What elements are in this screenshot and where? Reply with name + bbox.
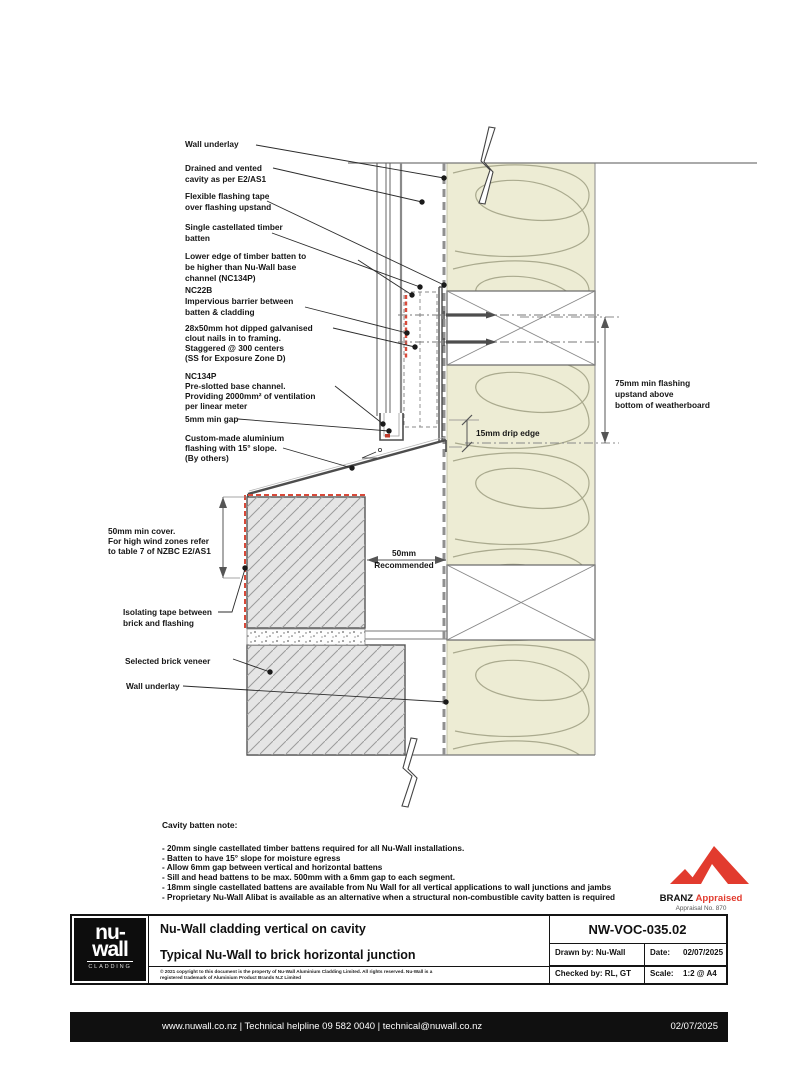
title-block-rule <box>149 966 726 967</box>
title-block-divider <box>644 943 645 983</box>
label-lower-edge: channel (NC134P) <box>185 273 256 283</box>
drawing-title: Typical Nu-Wall to brick horizontal junction <box>160 948 416 962</box>
label-min-cover: For high wind zones refer <box>108 536 209 546</box>
label-nc134p: NC134P <box>185 371 217 381</box>
branz-appraised-logo <box>648 840 754 912</box>
label-50mm: 50mm <box>392 548 416 558</box>
note-item: - 18mm single castellated battens are available from Nu Wall for all vertical applications to wall junctions and jambs <box>162 882 612 892</box>
label-nc134p: per linear meter <box>185 401 248 411</box>
label-flexible-tape: Flexible flashing tape <box>185 191 270 201</box>
label-nc134p: Pre-slotted base channel. <box>185 381 286 391</box>
dim-50mm-cover <box>219 497 247 578</box>
date-value: 02/07/2025 <box>683 948 724 957</box>
label-drip-edge: 15mm drip edge <box>476 428 540 438</box>
logo-text: wall <box>92 938 128 961</box>
scale-value: 1:2 @ A4 <box>683 969 717 978</box>
note-items <box>162 844 682 902</box>
logo-rule <box>87 961 133 962</box>
timber-framing-upper <box>447 291 595 365</box>
label-single-batten: Single castellated timber <box>185 222 283 232</box>
label-nc22b: Impervious barrier between <box>185 296 294 306</box>
checked-by: Checked by: RL, GT <box>555 969 632 978</box>
label-min-cover: 50mm min cover. <box>108 526 176 536</box>
slope-indicator <box>362 448 382 458</box>
branz-name: BRANZ <box>659 893 694 904</box>
label-nc22b: NC22B <box>185 285 213 295</box>
label-cavity: Drained and vented <box>185 163 262 173</box>
label-lower-edge: be higher than Nu-Wall base <box>185 262 297 272</box>
date-label: Date: <box>650 948 671 957</box>
label-single-batten: batten <box>185 233 210 243</box>
branz-mark-icon <box>648 840 754 886</box>
footer-contact: www.nuwall.co.nz | Technical helpline 09 582 0040 | technical@nuwall.co.nz <box>162 1021 483 1032</box>
label-min-cover: to table 7 of NZBC E2/AS1 <box>108 546 211 556</box>
label-wall-underlay-bottom: Wall underlay <box>126 681 180 691</box>
footer-date: 02/07/2025 <box>670 1021 718 1032</box>
label-75mm-upstand: 75mm min flashing <box>615 378 691 388</box>
nuwall-cladding-panel <box>377 163 401 416</box>
label-recommended: Recommended <box>374 560 434 570</box>
footer-bar <box>70 1012 728 1042</box>
copyright-line: © 2021 copyright to this document is the property of Nu-Wall Aluminium Cladding Limited. All rights reserved. Nu-Wall is a <box>160 969 433 974</box>
label-min-gap: 5mm min gap <box>185 414 239 424</box>
note-item: - Sill and head battens to be max. 500mm with a 6mm gap to each segment. <box>162 873 456 883</box>
copyright-line: registered trademark of Aluminium Product Brands N.Z Limited <box>160 974 301 980</box>
title-block <box>70 914 728 985</box>
timber-framing-lower <box>447 565 595 640</box>
note-item: - Batten to have 15° slope for moisture egress <box>162 853 341 863</box>
title-block-rule <box>550 943 726 944</box>
label-75mm-upstand: upstand above <box>615 389 674 399</box>
label-nails: clout nails in to framing. <box>185 333 281 343</box>
label-custom-flashing: Custom-made aluminium <box>185 433 285 443</box>
nuwall-logo <box>74 918 146 981</box>
label-75mm-upstand: bottom of weatherboard <box>615 400 710 410</box>
note-item: - Allow 6mm gap between vertical and horizontal battens <box>162 863 383 873</box>
brick-veneer <box>247 497 405 755</box>
label-nails: (SS for Exposure Zone D) <box>185 353 286 363</box>
drawn-by: Drawn by: Nu-Wall <box>555 948 626 957</box>
flashing-upstand <box>439 287 442 441</box>
label-nc134p: Providing 2000mm² of ventilation <box>185 391 316 401</box>
drawing-code: NW-VOC-035.02 <box>588 922 687 937</box>
note-item: - 20mm single castellated timber battens required for all Nu-Wall installations. <box>162 844 465 853</box>
note-title: Cavity batten note: <box>162 820 238 830</box>
title-block-divider <box>148 916 149 983</box>
note-item: - Proprietary Nu-Wall Alibat is available as an alternative when a structural non-combustible cavity batten is required <box>162 892 616 902</box>
custom-flashing <box>248 437 446 503</box>
cavity-batten <box>404 292 437 427</box>
label-nails: 28x50mm hot dipped galvanised <box>185 323 313 333</box>
cavity-batten-note <box>162 820 682 902</box>
copyright-text <box>160 969 542 981</box>
label-wall-underlay-top: Wall underlay <box>185 139 239 149</box>
branz-label <box>648 893 754 904</box>
drawing-series-title: Nu-Wall cladding vertical on cavity <box>160 922 366 936</box>
branz-appraised-text: Appraised <box>695 893 743 904</box>
label-lower-edge: Lower edge of timber batten to <box>185 251 307 261</box>
logo-text: nu- <box>95 921 125 944</box>
label-isolating-tape: Isolating tape between <box>123 607 212 617</box>
label-cavity: cavity as per E2/AS1 <box>185 174 267 184</box>
title-block-rule <box>550 965 726 966</box>
label-isolating-tape: brick and flashing <box>123 618 194 628</box>
label-flexible-tape: over flashing upstand <box>185 202 272 212</box>
branz-appraisal-number: Appraisal No. 870 <box>675 905 727 912</box>
label-nc22b: batten & cladding <box>185 307 255 317</box>
label-custom-flashing: flashing with 15° slope. <box>185 443 277 453</box>
label-custom-flashing: (By others) <box>185 453 229 463</box>
wall-insulation <box>447 163 595 755</box>
label-nails: Staggered @ 300 centers <box>185 343 284 353</box>
label-brick-veneer: Selected brick veneer <box>125 656 211 666</box>
scale-label: Scale: <box>650 969 674 978</box>
logo-subtext: CLADDING <box>88 964 132 970</box>
